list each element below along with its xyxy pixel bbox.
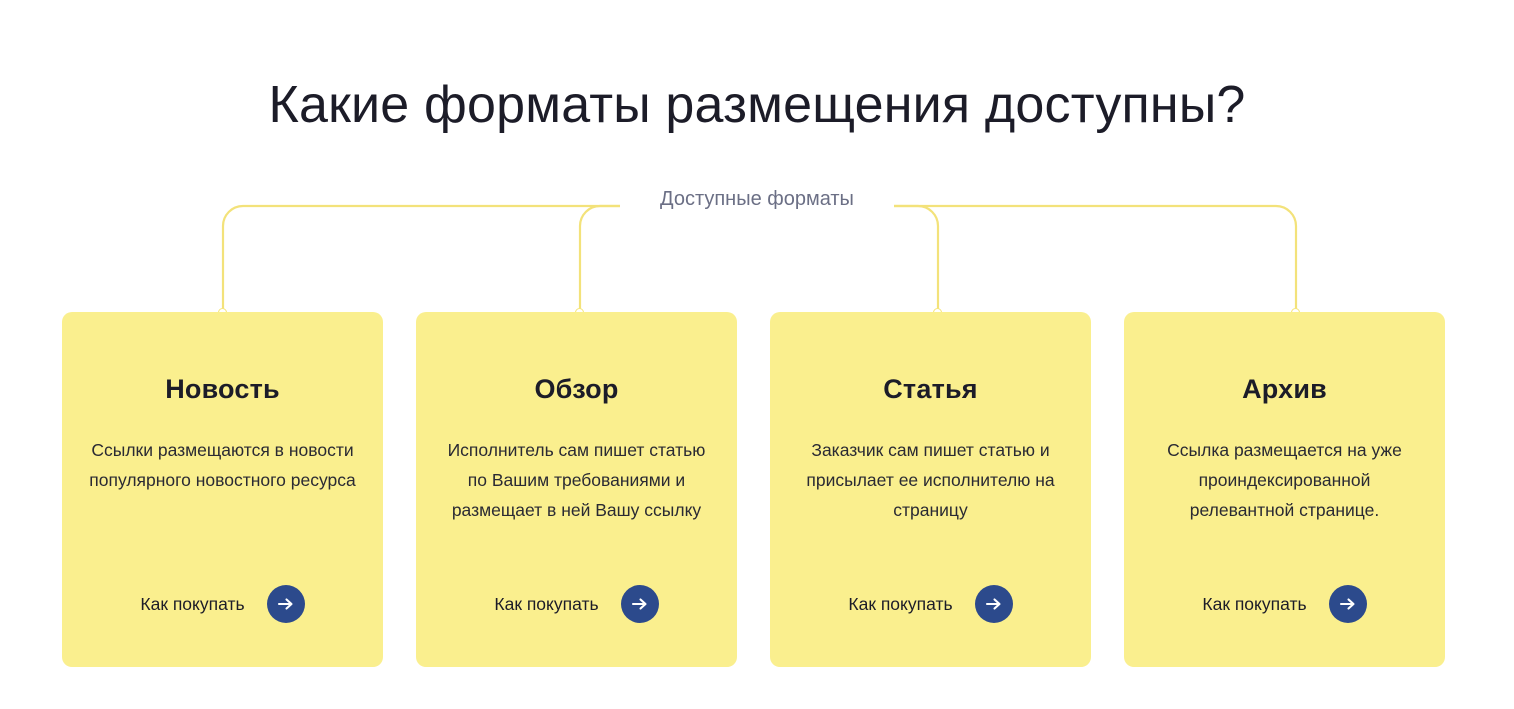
card-description: Исполнитель сам пишет статью по Вашим требованиями и размещает в ней Вашу ссылку: [447, 440, 706, 521]
card-article[interactable]: [770, 312, 1091, 667]
how-to-buy-button[interactable]: [62, 585, 383, 623]
how-to-buy-label: Как покупать: [1202, 593, 1307, 614]
how-to-buy-button[interactable]: [1124, 585, 1445, 623]
card-title: Статья: [883, 374, 978, 404]
connector-label: Доступные форматы: [660, 188, 854, 210]
how-to-buy-label: Как покупать: [494, 593, 599, 614]
arrow-right-icon[interactable]: [1329, 585, 1367, 623]
card-archive[interactable]: [1124, 312, 1445, 667]
card-description: Заказчик сам пишет статью и присылает ее исполнителю на страницу: [806, 440, 1055, 521]
arrow-right-icon[interactable]: [267, 585, 305, 623]
how-to-buy-button[interactable]: [416, 585, 737, 623]
how-to-buy-button[interactable]: [770, 585, 1091, 623]
format-cards: [62, 312, 1452, 667]
card-title: Архив: [1242, 374, 1327, 404]
page-title: Какие форматы размещения доступны?: [268, 75, 1246, 134]
connector-line-article: [894, 206, 938, 312]
arrow-right-icon[interactable]: [975, 585, 1013, 623]
arrow-right-icon[interactable]: [621, 585, 659, 623]
card-title: Обзор: [534, 374, 619, 404]
card-description: Ссылки размещаются в новости популярного новостного ресурса: [89, 440, 356, 491]
card-title: Новость: [165, 374, 280, 404]
connector-line-review: [580, 206, 620, 312]
card-review[interactable]: [416, 312, 737, 667]
how-to-buy-label: Как покупать: [848, 593, 953, 614]
card-news[interactable]: [62, 312, 383, 667]
connector-line-news: [223, 206, 620, 312]
card-description: Ссылка размещается на уже проиндексированной релевантной странице.: [1167, 440, 1402, 521]
connector-line-archive: [894, 206, 1296, 312]
how-to-buy-label: Как покупать: [140, 593, 245, 614]
